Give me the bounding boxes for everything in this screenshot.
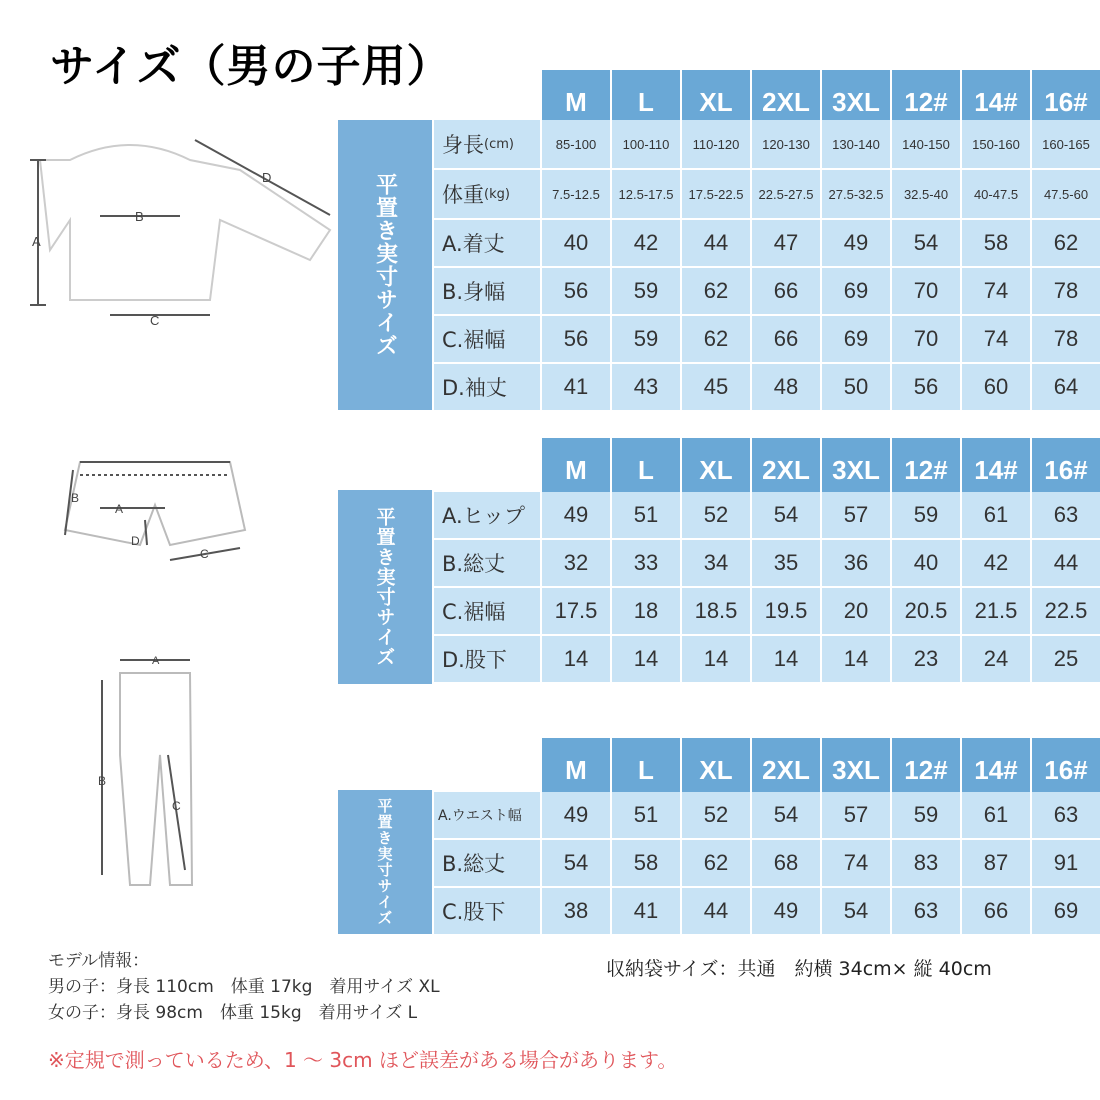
table-cell: 100-110	[612, 120, 680, 168]
table-cell: 66	[752, 268, 820, 314]
table-cell: 14	[752, 636, 820, 682]
table-cell: 63	[892, 888, 960, 934]
table-row	[434, 316, 1100, 362]
table-row	[434, 364, 1100, 410]
table-cell: 49	[822, 220, 890, 266]
table-cell: 20	[822, 588, 890, 634]
table-cell: 27.5-32.5	[822, 170, 890, 218]
table-cell: 14	[542, 636, 610, 682]
table-row	[434, 220, 1100, 266]
dim-label-a: A	[152, 655, 160, 667]
table-cell: 52	[682, 792, 750, 838]
table-cell: 66	[962, 888, 1030, 934]
table-cell: 62	[682, 840, 750, 886]
table-cell: 40	[542, 220, 610, 266]
table-cell: 56	[542, 316, 610, 362]
table-cell: 41	[542, 364, 610, 410]
table-cell: 64	[1032, 364, 1100, 410]
table-cell: 56	[892, 364, 960, 410]
size-header-cell: 12#	[892, 738, 960, 802]
table-cell: 59	[612, 268, 680, 314]
table-cell: 150-160	[962, 120, 1030, 168]
dim-label-b: B	[135, 209, 144, 224]
table-cell: 47.5-60	[1032, 170, 1100, 218]
row-label: C.裾幅	[434, 316, 540, 362]
table-cell: 56	[542, 268, 610, 314]
size-header-cell: XL	[682, 738, 750, 802]
size-header-cell: 16#	[1032, 70, 1100, 134]
row-label: C.股下	[434, 888, 540, 934]
dim-label-b: B	[98, 774, 107, 788]
table-cell: 57	[822, 492, 890, 538]
table-row	[434, 492, 1100, 538]
table-cell: 83	[892, 840, 960, 886]
table-cell: 43	[612, 364, 680, 410]
table-row	[434, 840, 1100, 886]
table-cell: 59	[892, 492, 960, 538]
table-cell: 7.5-12.5	[542, 170, 610, 218]
table-cell: 70	[892, 316, 960, 362]
size-header-cell: 14#	[962, 438, 1030, 502]
table-cell: 32	[542, 540, 610, 586]
size-header-cell: 12#	[892, 438, 960, 502]
size-header-cell: 14#	[962, 70, 1030, 134]
table-cell: 12.5-17.5	[612, 170, 680, 218]
table-row	[434, 170, 1100, 218]
row-label: 身長 (cm)	[434, 120, 540, 168]
table-cell: 140-150	[892, 120, 960, 168]
row-label: A.ウエスト幅	[434, 792, 540, 838]
table-cell: 62	[682, 268, 750, 314]
table-cell: 91	[1032, 840, 1100, 886]
table-cell: 57	[822, 792, 890, 838]
shorts-side-label: 平置き実寸サイズ	[338, 490, 432, 684]
table-cell: 74	[962, 316, 1030, 362]
row-label: D.股下	[434, 636, 540, 682]
table-cell: 18	[612, 588, 680, 634]
table-cell: 35	[752, 540, 820, 586]
table-cell: 25	[1032, 636, 1100, 682]
table-cell: 60	[962, 364, 1030, 410]
table-cell: 110-120	[682, 120, 750, 168]
table-cell: 87	[962, 840, 1030, 886]
table-cell: 19.5	[752, 588, 820, 634]
size-header-cell: L	[612, 738, 680, 802]
size-header-cell: M	[542, 70, 610, 134]
table-cell: 44	[1032, 540, 1100, 586]
table-cell: 52	[682, 492, 750, 538]
dim-label-a: A	[32, 234, 41, 249]
table-cell: 44	[682, 220, 750, 266]
table-row	[434, 636, 1100, 682]
dim-label-d: D	[262, 170, 272, 185]
table-row	[434, 792, 1100, 838]
table-cell: 78	[1032, 316, 1100, 362]
table-cell: 45	[682, 364, 750, 410]
table-cell: 22.5	[1032, 588, 1100, 634]
table-cell: 54	[752, 792, 820, 838]
table-cell: 42	[612, 220, 680, 266]
dim-label-c: C	[150, 313, 160, 328]
row-label: B.総丈	[434, 540, 540, 586]
bag-size-note: 収納袋サイズ：共通 約横 34cm× 縦 40cm	[606, 958, 992, 980]
table-cell: 160-165	[1032, 120, 1100, 168]
table-cell: 62	[1032, 220, 1100, 266]
size-header-cell: L	[612, 70, 680, 134]
row-label: A.着丈	[434, 220, 540, 266]
table-cell: 40	[892, 540, 960, 586]
shorts-diagram	[55, 450, 255, 580]
size-header-cell: XL	[682, 70, 750, 134]
table-cell: 63	[1032, 492, 1100, 538]
dim-label-a: A	[115, 502, 124, 516]
table-cell: 34	[682, 540, 750, 586]
table-cell: 14	[822, 636, 890, 682]
table-cell: 49	[752, 888, 820, 934]
table-row	[434, 120, 1100, 168]
table-cell: 51	[612, 492, 680, 538]
row-label: A.ヒップ	[434, 492, 540, 538]
table-cell: 44	[682, 888, 750, 934]
table-cell: 70	[892, 268, 960, 314]
table-cell: 59	[892, 792, 960, 838]
dim-label-b: B	[71, 491, 80, 505]
table-row	[434, 540, 1100, 586]
table-cell: 14	[612, 636, 680, 682]
table-cell: 47	[752, 220, 820, 266]
table-cell: 59	[612, 316, 680, 362]
table-cell: 74	[822, 840, 890, 886]
model-info-boy: 男の子：身長 110cm 体重 17kg 着用サイズ XL	[48, 977, 440, 997]
row-label: C.裾幅	[434, 588, 540, 634]
size-header-cell: 2XL	[752, 70, 820, 134]
table-cell: 21.5	[962, 588, 1030, 634]
table-cell: 38	[542, 888, 610, 934]
table-cell: 54	[752, 492, 820, 538]
size-header-cell: 2XL	[752, 438, 820, 502]
row-label: B.身幅	[434, 268, 540, 314]
table-cell: 42	[962, 540, 1030, 586]
table-cell: 14	[682, 636, 750, 682]
table-cell: 22.5-27.5	[752, 170, 820, 218]
pants-diagram	[90, 645, 210, 895]
size-header-cell: M	[542, 738, 610, 802]
table-cell: 69	[822, 268, 890, 314]
model-info	[48, 948, 440, 1026]
table-cell: 20.5	[892, 588, 960, 634]
size-header-cell: 3XL	[822, 438, 890, 502]
table-cell: 54	[892, 220, 960, 266]
table-cell: 78	[1032, 268, 1100, 314]
table-cell: 40-47.5	[962, 170, 1030, 218]
table-row	[434, 888, 1100, 934]
dim-label-c: C	[200, 547, 209, 561]
table-cell: 36	[822, 540, 890, 586]
table-cell: 61	[962, 492, 1030, 538]
table-cell: 32.5-40	[892, 170, 960, 218]
table-cell: 17.5-22.5	[682, 170, 750, 218]
table-cell: 54	[822, 888, 890, 934]
tops-side-label: 平置き実寸サイズ	[338, 120, 432, 410]
table-cell: 23	[892, 636, 960, 682]
row-label: 体重 (kg)	[434, 170, 540, 218]
table-cell: 63	[1032, 792, 1100, 838]
table-cell: 68	[752, 840, 820, 886]
size-header-cell: 14#	[962, 738, 1030, 802]
size-header-cell: M	[542, 438, 610, 502]
table-cell: 51	[612, 792, 680, 838]
measurement-warning: ※定規で測っているため、1 ～ 3cm ほど誤差がある場合があります。	[48, 1048, 678, 1072]
table-cell: 48	[752, 364, 820, 410]
page-title: サイズ（男の子用）	[50, 41, 452, 92]
table-cell: 74	[962, 268, 1030, 314]
table-cell: 17.5	[542, 588, 610, 634]
table-cell: 62	[682, 316, 750, 362]
size-header-cell: 16#	[1032, 438, 1100, 502]
table-cell: 61	[962, 792, 1030, 838]
size-header-cell: 3XL	[822, 738, 890, 802]
table-cell: 33	[612, 540, 680, 586]
shirt-diagram	[10, 120, 340, 330]
table-cell: 69	[822, 316, 890, 362]
size-header-cell: 2XL	[752, 738, 820, 802]
table-cell: 130-140	[822, 120, 890, 168]
table-cell: 58	[612, 840, 680, 886]
table-cell: 66	[752, 316, 820, 362]
table-cell: 120-130	[752, 120, 820, 168]
table-cell: 58	[962, 220, 1030, 266]
model-info-heading: モデル情報：	[48, 951, 150, 971]
table-cell: 49	[542, 792, 610, 838]
table-cell: 69	[1032, 888, 1100, 934]
table-cell: 18.5	[682, 588, 750, 634]
table-cell: 50	[822, 364, 890, 410]
row-label: D.袖丈	[434, 364, 540, 410]
dim-label-d: D	[131, 534, 140, 548]
table-cell: 49	[542, 492, 610, 538]
pants-side-label: 平置き実寸サイズ	[338, 790, 432, 934]
size-header-cell: XL	[682, 438, 750, 502]
size-header-cell: L	[612, 438, 680, 502]
size-header-cell: 3XL	[822, 70, 890, 134]
table-row	[434, 588, 1100, 634]
table-cell: 85-100	[542, 120, 610, 168]
dim-label-c: C	[172, 799, 181, 813]
table-cell: 54	[542, 840, 610, 886]
table-cell: 24	[962, 636, 1030, 682]
table-row	[434, 268, 1100, 314]
size-header-cell: 12#	[892, 70, 960, 134]
model-info-girl: 女の子：身長 98cm 体重 15kg 着用サイズ L	[48, 1003, 418, 1023]
table-cell: 41	[612, 888, 680, 934]
row-label: B.総丈	[434, 840, 540, 886]
size-header-cell: 16#	[1032, 738, 1100, 802]
